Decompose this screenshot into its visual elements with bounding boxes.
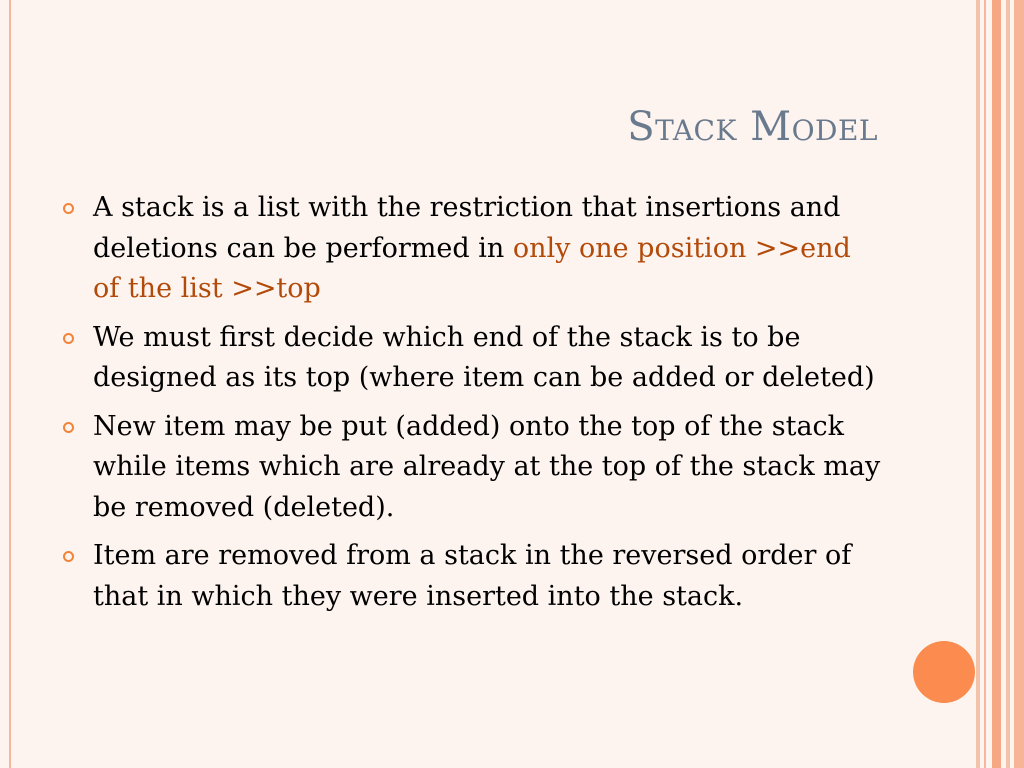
accent-circle [913, 641, 975, 703]
bullet-ring-icon [63, 203, 74, 214]
bullet-ring-icon [63, 551, 74, 562]
bullet-item [63, 318, 883, 399]
bullet-item [63, 188, 883, 310]
stripe [984, 0, 986, 768]
left-decorative-stripe [9, 0, 11, 768]
bullet-ring-icon [63, 333, 74, 344]
bullet-item [63, 407, 883, 529]
bullet-item [63, 536, 883, 617]
bullet-text: Item are removed from a stack in the reversed order of that in which they were inserted into the stack. [93, 540, 852, 612]
bullet-highlight-text: only one position >>end of the list >>top [93, 232, 851, 304]
bullet-list [63, 188, 883, 625]
right-decorative-stripes [976, 0, 1024, 768]
stripe [992, 0, 1001, 768]
slide-title: Stack Model [627, 104, 878, 150]
stripe [1014, 0, 1024, 768]
bullet-text: New item may be put (added) onto the top of the stack while items which are already at the top of the stack may be removed (deleted). [93, 410, 881, 523]
bullet-text: A stack is a list with the restriction that insertions and deletions can be performed in [93, 192, 841, 264]
bullet-text: We must first decide which end of the stack is to be designed as its top (where item can be added or deleted) [93, 321, 875, 393]
stripe [976, 0, 980, 768]
bullet-ring-icon [63, 422, 74, 433]
stripe [1006, 0, 1010, 768]
